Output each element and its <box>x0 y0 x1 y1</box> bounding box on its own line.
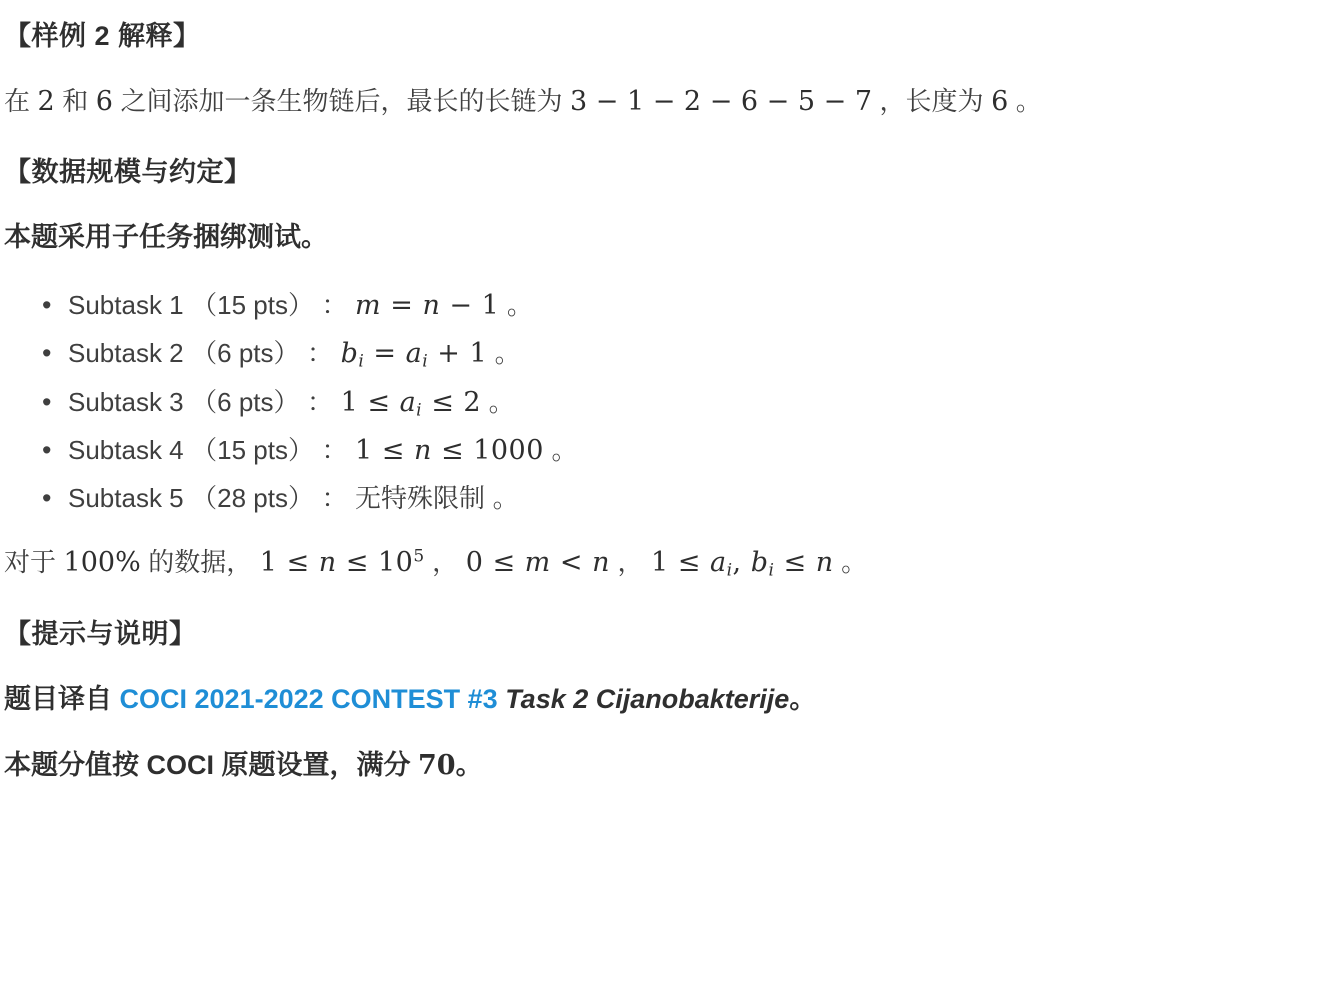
subtask-points: （6 pts） <box>191 386 300 417</box>
sample-explanation-heading: 【样例 2 解释】 <box>4 21 201 51</box>
full-constraint-c2: 0 ≤ m < n <box>465 546 610 578</box>
bullet-icon: • <box>42 386 52 417</box>
subtask-points: （28 pts） <box>191 483 314 514</box>
constraints-heading: 【数据规模与约定】 <box>4 157 252 188</box>
full-constraint-c1: $1 \le n \le 10^5$ <box>259 546 425 578</box>
subtask-colon: ： <box>321 434 348 465</box>
bullet-icon: • <box>42 289 52 320</box>
subtask-formula: m = n − 1 <box>355 289 500 321</box>
coci-contest-link[interactable]: COCI 2021-2022 CONTEST #3 <box>119 683 498 714</box>
sample-explanation-node-6: 6 <box>95 86 113 117</box>
subtask-colon: ： <box>307 386 334 417</box>
subtask-name: Subtask 4 <box>68 434 184 465</box>
subtask-points: （15 pts） <box>191 289 314 320</box>
list-item <box>42 431 1335 470</box>
list-item <box>42 479 1335 517</box>
scoring-prefix: 本题分值按 COCI 原题设置，满分 <box>4 750 419 781</box>
sample-explanation-length: 6 <box>991 86 1009 117</box>
subtask-name: Subtask 2 <box>68 338 184 369</box>
full-constraint-prefix: 对于 <box>4 546 57 577</box>
full-constraint-percent: 100% <box>63 546 141 578</box>
subtask-formula: 无特殊限制 <box>355 483 486 514</box>
scoring-paragraph <box>4 747 1335 784</box>
attribution-paragraph <box>4 681 1335 717</box>
full-constraint-suffix: 。 <box>841 546 868 577</box>
subtask-list <box>4 286 1335 518</box>
subtask-period: 。 <box>551 434 578 465</box>
sample-explanation-paragraph <box>4 83 1335 120</box>
subtask-colon: ： <box>321 483 348 514</box>
bullet-icon: • <box>42 483 52 514</box>
attribution-task: Task 2 Cijanobakterije <box>497 683 790 714</box>
subtask-period: 。 <box>494 338 521 369</box>
sample-explanation-text-a: 在 <box>4 86 31 116</box>
bullet-icon: • <box>42 434 52 465</box>
subtask-period: 。 <box>506 289 533 320</box>
subtask-formula: 1 ≤ n ≤ 1000 <box>355 434 544 466</box>
subtask-name: Subtask 3 <box>68 386 184 417</box>
sample-explanation-text-b: 和 <box>62 86 89 116</box>
subtask-period: 。 <box>492 483 519 514</box>
sample-explanation-text-c: 之间添加一条生物链后，最长的长链为 <box>120 86 563 116</box>
list-item <box>42 334 1335 373</box>
subtask-colon: ： <box>321 289 348 320</box>
full-constraint-sep2: ， <box>617 546 644 577</box>
attribution-suffix: 。 <box>789 683 817 714</box>
scoring-suffix: 。 <box>455 750 483 781</box>
full-constraint-sep1: ， <box>432 546 459 577</box>
full-constraint-middle: 的数据， <box>148 546 253 577</box>
subtask-points: （15 pts） <box>191 434 314 465</box>
subtask-formula: $1 \le a_i \le 2$ <box>340 386 482 420</box>
subtask-points: （6 pts） <box>191 338 300 369</box>
sample-explanation-text-d: ，长度为 <box>879 86 984 116</box>
scoring-value: 70 <box>418 750 456 782</box>
subtask-period: 。 <box>488 386 515 417</box>
attribution-prefix: 题目译自 <box>4 683 120 714</box>
full-constraint-paragraph <box>4 544 1335 582</box>
sample-explanation-text-e: 。 <box>1015 86 1042 116</box>
sample-explanation-node-2: 2 <box>37 86 55 117</box>
sample-explanation-chain: 3 − 1 − 2 − 6 − 5 − 7 <box>570 86 873 117</box>
subtask-formula: $b_i = a_i + 1$ <box>340 338 488 372</box>
full-constraint-c3: $1 \le a_i$, $b_i \le n$ <box>651 546 834 580</box>
subtask-name: Subtask 5 <box>68 483 184 514</box>
hint-heading: 【提示与说明】 <box>4 618 197 649</box>
bullet-icon: • <box>42 338 52 369</box>
bundled-test-note: 本题采用子任务捆绑测试。 <box>4 222 328 253</box>
list-item <box>42 383 1335 422</box>
subtask-colon: ： <box>307 338 334 369</box>
subtask-name: Subtask 1 <box>68 289 184 320</box>
list-item <box>42 286 1335 325</box>
